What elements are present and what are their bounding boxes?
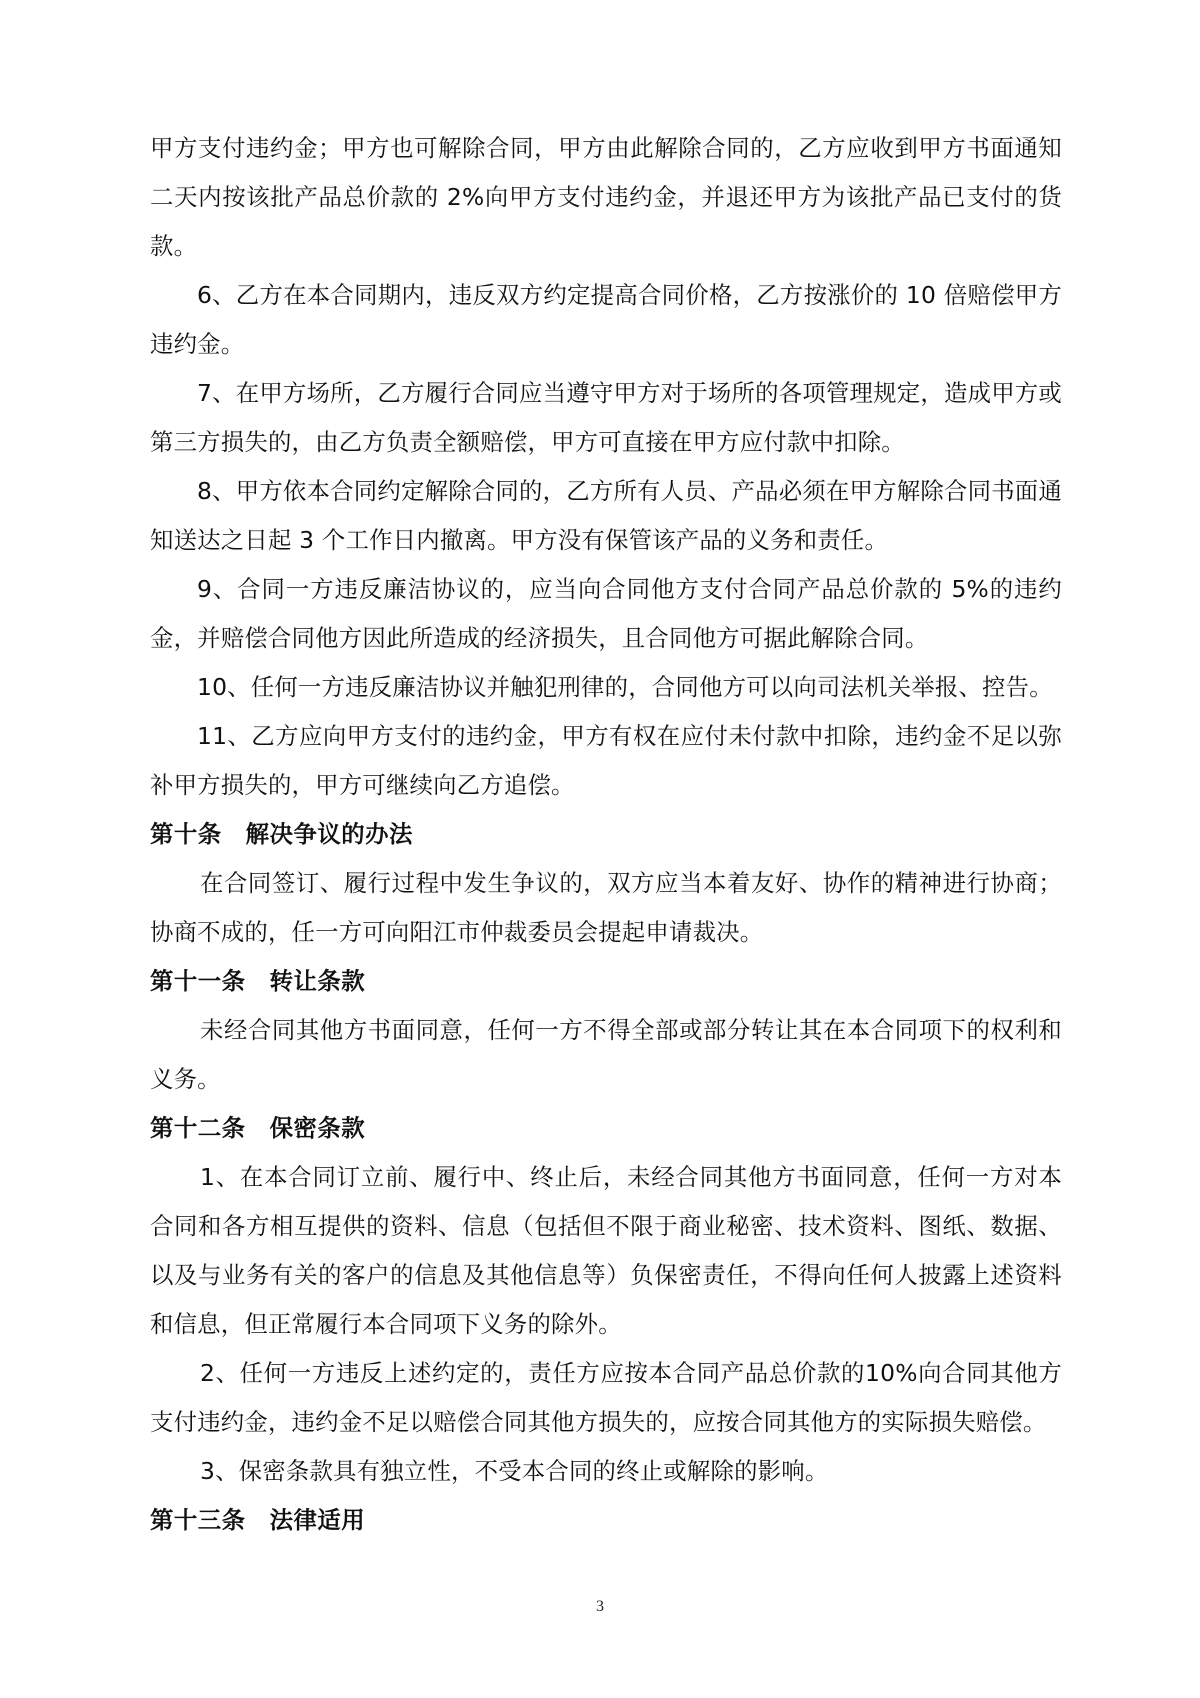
clause-item-6: 6、乙方在本合同期内，违反双方约定提高合同价格，乙方按涨价的 10 倍赔偿甲方违约金。 [150,281,1062,358]
document-body [150,124,1062,1545]
article-11-number: 第十一条 [150,967,246,995]
confidentiality-item-1: 1、在本合同订立前、履行中、终止后，未经合同其他方书面同意，任何一方对本合同和各方相互提供的资料、信息（包括但不限于商业秘密、技术资料、图纸、数据、以及与业务有关的客户的信息及其他信息等）负保密责任，不得向任何人披露上述资料和信息，但正常履行本合同项下义务的除外。 [150,1163,1062,1338]
clause-item-8: 8、甲方依本合同约定解除合同的，乙方所有人员、产品必须在甲方解除合同书面通知送达之日起 3 个工作日内撤离。甲方没有保管该产品的义务和责任。 [150,477,1062,554]
page-number: 3 [596,1598,604,1615]
article-13-heading [150,1496,1062,1545]
article-10-text: 在合同签订、履行过程中发生争议的，双方应当本着友好、协作的精神进行协商；协商不成的，任一方可向阳江市仲裁委员会提起申请裁决。 [150,869,1062,946]
article-10-number: 第十条 [150,820,222,848]
clause-item-11: 11、乙方应向甲方支付的违约金，甲方有权在应付未付款中扣除，违约金不足以弥补甲方损失的，甲方可继续向乙方追偿。 [150,722,1062,799]
article-11-text: 未经合同其他方书面同意，任何一方不得全部或部分转让其在本合同项下的权利和义务。 [150,1016,1062,1093]
article-12-heading [150,1104,1062,1153]
confidentiality-item-2: 2、任何一方违反上述约定的，责任方应按本合同产品总价款的10%向合同其他方支付违约金，违约金不足以赔偿合同其他方损失的，应按合同其他方的实际损失赔偿。 [150,1359,1062,1436]
article-10-heading [150,810,1062,859]
clause-item-7: 7、在甲方场所，乙方履行合同应当遵守甲方对于场所的各项管理规定，造成甲方或第三方损失的，由乙方负责全额赔偿，甲方可直接在甲方应付款中扣除。 [150,379,1062,456]
confidentiality-item-3: 3、保密条款具有独立性，不受本合同的终止或解除的影响。 [200,1457,829,1485]
article-13-title: 法律适用 [269,1506,366,1534]
clause-item-9: 9、合同一方违反廉洁协议的，应当向合同他方支付合同产品总价款的 5%的违约金，并赔偿合同他方因此所造成的经济损失，且合同他方可据此解除合同。 [150,575,1062,652]
article-13-number: 第十三条 [150,1506,246,1534]
paragraph-penalty-continuation: 甲方支付违约金；甲方也可解除合同，甲方由此解除合同的，乙方应收到甲方书面通知二天内按该批产品总价款的 2%向甲方支付违约金，并退还甲方为该批产品已支付的货款。 [150,134,1062,260]
article-12-title: 保密条款 [269,1114,366,1142]
article-12-number: 第十二条 [150,1114,246,1142]
article-11-heading [150,957,1062,1006]
clause-item-10: 10、任何一方违反廉洁协议并触犯刑律的，合同他方可以向司法机关举报、控告。 [197,673,1053,701]
article-11-title: 转让条款 [269,967,366,995]
article-10-title: 解决争议的办法 [245,820,413,848]
